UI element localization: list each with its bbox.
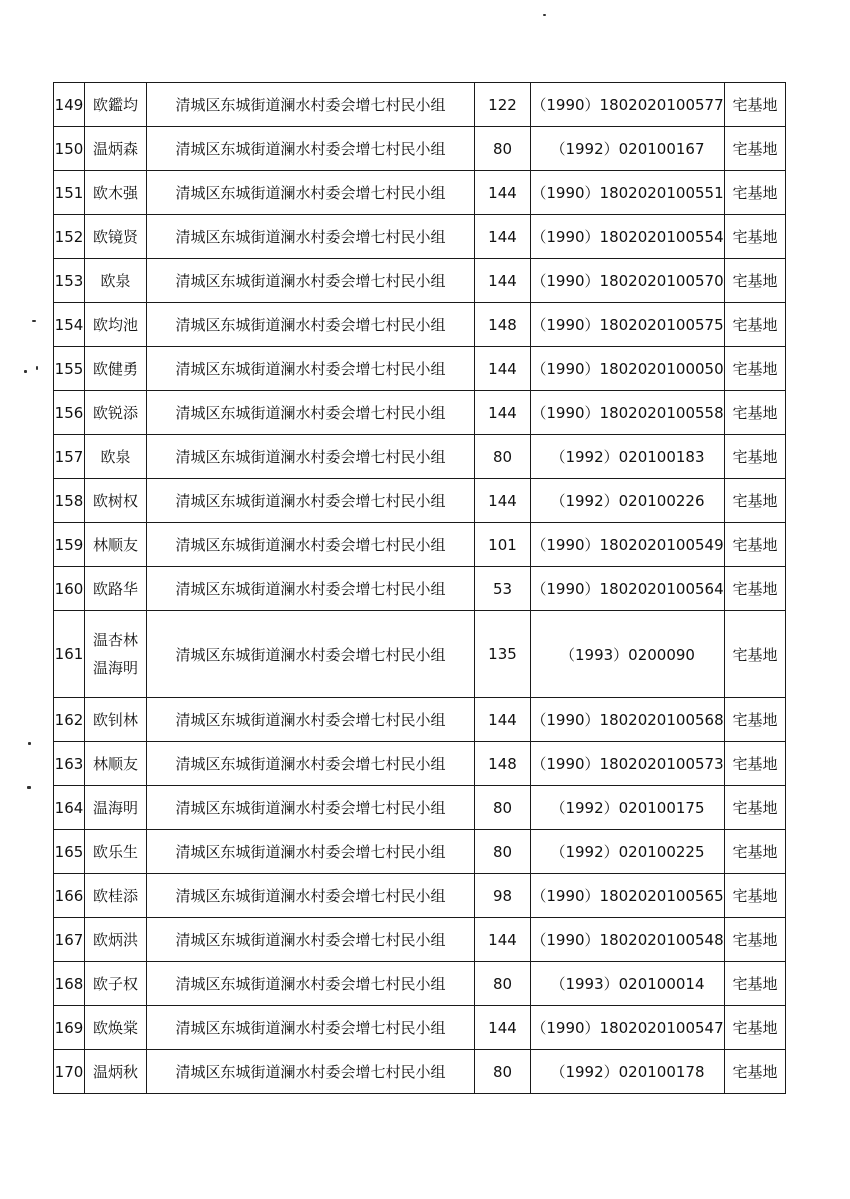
owner-name-cell [85,742,147,786]
certificate-number: （1990）1802020100575 [531,303,725,347]
owner-name: 欧子权 [92,974,138,993]
table-row [54,259,786,303]
row-number: 169 [54,1006,85,1050]
row-number: 165 [54,830,85,874]
certificate-number: （1990）1802020100551 [531,171,725,215]
owner-name-cell [85,962,147,1006]
land-area: 144 [475,171,531,215]
certificate-number: （1990）1802020100554 [531,215,725,259]
land-area: 101 [475,523,531,567]
scan-speck [543,14,546,16]
land-use: 宅基地 [725,830,786,874]
table-row [54,479,786,523]
row-number: 162 [54,698,85,742]
row-number: 160 [54,567,85,611]
certificate-number: （1990）1802020100558 [531,391,725,435]
table-row [54,786,786,830]
table-row [54,171,786,215]
land-area: 144 [475,215,531,259]
owner-name-cell [85,698,147,742]
table-row [54,611,786,698]
land-area: 144 [475,347,531,391]
certificate-number: （1992）020100225 [531,830,725,874]
certificate-number: （1992）020100175 [531,786,725,830]
owner-name-cell [85,830,147,874]
land-use: 宅基地 [725,1050,786,1094]
table-row [54,918,786,962]
row-number: 153 [54,259,85,303]
table-row [54,742,786,786]
certificate-number: （1990）1802020100050 [531,347,725,391]
land-use: 宅基地 [725,259,786,303]
row-number: 168 [54,962,85,1006]
owner-name-cell [85,171,147,215]
land-area: 80 [475,1050,531,1094]
owner-name-cell [85,874,147,918]
land-location: 清城区东城街道澜水村委会增七村民小组 [147,435,475,479]
owner-name-cell [85,567,147,611]
row-number: 170 [54,1050,85,1094]
owner-name-cell [85,479,147,523]
row-number: 157 [54,435,85,479]
land-location: 清城区东城街道澜水村委会增七村民小组 [147,347,475,391]
owner-name-cell [85,391,147,435]
certificate-number: （1990）1802020100573 [531,742,725,786]
table-row [54,435,786,479]
land-location: 清城区东城街道澜水村委会增七村民小组 [147,611,475,698]
land-use: 宅基地 [725,303,786,347]
table-row [54,303,786,347]
owner-name: 温海明 [92,798,138,817]
land-area: 144 [475,918,531,962]
land-area: 80 [475,830,531,874]
table-row [54,127,786,171]
land-area: 144 [475,391,531,435]
table-row [54,567,786,611]
land-use: 宅基地 [725,742,786,786]
table-row [54,391,786,435]
owner-name-cell [85,1050,147,1094]
land-area: 80 [475,962,531,1006]
land-use: 宅基地 [725,83,786,127]
land-use: 宅基地 [725,698,786,742]
land-use: 宅基地 [725,215,786,259]
owner-name: 林顺友 [92,754,138,773]
land-location: 清城区东城街道澜水村委会增七村民小组 [147,698,475,742]
owner-name-cell [85,303,147,347]
table-row [54,1050,786,1094]
table-row [54,523,786,567]
row-number: 161 [54,611,85,698]
owner-name: 欧乐生 [92,842,138,861]
owner-name: 欧锐添 [92,403,138,422]
owner-name: 温杏林 [92,631,138,649]
land-use: 宅基地 [725,874,786,918]
land-use: 宅基地 [725,171,786,215]
land-location: 清城区东城街道澜水村委会增七村民小组 [147,742,475,786]
owner-name: 欧焕棠 [92,1018,138,1037]
certificate-number: （1990）1802020100564 [531,567,725,611]
owner-name: 欧桂添 [92,886,138,905]
certificate-number: （1990）1802020100577 [531,83,725,127]
certificate-number: （1992）020100178 [531,1050,725,1094]
owner-name: 欧健勇 [92,359,138,378]
scan-speck [24,370,27,373]
land-location: 清城区东城街道澜水村委会增七村民小组 [147,127,475,171]
owner-name: 欧泉 [100,447,131,466]
row-number: 150 [54,127,85,171]
owner-name-cell [85,83,147,127]
land-use: 宅基地 [725,127,786,171]
owner-name-cell [85,786,147,830]
land-use: 宅基地 [725,391,786,435]
land-location: 清城区东城街道澜水村委会增七村民小组 [147,171,475,215]
owner-name-cell [85,1006,147,1050]
land-area: 144 [475,259,531,303]
owner-name: 欧树权 [92,491,138,510]
land-area: 98 [475,874,531,918]
land-location: 清城区东城街道澜水村委会增七村民小组 [147,479,475,523]
certificate-number: （1992）020100226 [531,479,725,523]
land-use: 宅基地 [725,962,786,1006]
row-number: 152 [54,215,85,259]
owner-name-cell [85,523,147,567]
owner-name-cell [85,127,147,171]
land-location: 清城区东城街道澜水村委会增七村民小组 [147,1050,475,1094]
table-row [54,1006,786,1050]
table-row [54,962,786,1006]
certificate-number: （1993）0200090 [531,611,725,698]
land-use: 宅基地 [725,347,786,391]
owner-name: 温海明 [92,659,138,677]
row-number: 154 [54,303,85,347]
owner-name-cell [85,215,147,259]
owner-name-cell [85,347,147,391]
land-location: 清城区东城街道澜水村委会增七村民小组 [147,567,475,611]
owner-name: 欧路华 [92,579,138,598]
table-row [54,698,786,742]
row-number: 151 [54,171,85,215]
certificate-number: （1990）1802020100565 [531,874,725,918]
land-use: 宅基地 [725,435,786,479]
owner-name-cell [85,918,147,962]
row-number: 164 [54,786,85,830]
land-records-table [53,82,786,1094]
owner-name: 林顺友 [92,535,138,554]
land-area: 80 [475,786,531,830]
row-number: 166 [54,874,85,918]
certificate-number: （1990）1802020100549 [531,523,725,567]
table-row [54,874,786,918]
owner-name-cell [85,435,147,479]
land-location: 清城区东城街道澜水村委会增七村民小组 [147,259,475,303]
scan-speck [27,786,31,789]
owner-name: 温炳秋 [92,1062,138,1081]
land-location: 清城区东城街道澜水村委会增七村民小组 [147,215,475,259]
owner-name-cell [85,259,147,303]
land-use: 宅基地 [725,1006,786,1050]
land-location: 清城区东城街道澜水村委会增七村民小组 [147,786,475,830]
land-area: 144 [475,1006,531,1050]
land-area: 80 [475,127,531,171]
land-use: 宅基地 [725,786,786,830]
owner-name: 欧鑑均 [92,95,138,114]
table-row [54,347,786,391]
row-number: 149 [54,83,85,127]
certificate-number: （1993）020100014 [531,962,725,1006]
land-location: 清城区东城街道澜水村委会增七村民小组 [147,83,475,127]
row-number: 163 [54,742,85,786]
table-row [54,830,786,874]
land-area: 148 [475,303,531,347]
land-area: 144 [475,479,531,523]
land-area: 122 [475,83,531,127]
land-location: 清城区东城街道澜水村委会增七村民小组 [147,523,475,567]
owner-name: 欧木强 [92,183,138,202]
owner-name: 欧均池 [92,315,138,334]
land-use: 宅基地 [725,523,786,567]
land-use: 宅基地 [725,918,786,962]
scan-speck [36,366,38,370]
certificate-number: （1990）1802020100548 [531,918,725,962]
row-number: 167 [54,918,85,962]
land-location: 清城区东城街道澜水村委会增七村民小组 [147,962,475,1006]
row-number: 156 [54,391,85,435]
land-area: 135 [475,611,531,698]
certificate-number: （1990）1802020100568 [531,698,725,742]
land-location: 清城区东城街道澜水村委会增七村民小组 [147,830,475,874]
table-row [54,83,786,127]
land-location: 清城区东城街道澜水村委会增七村民小组 [147,1006,475,1050]
owner-name: 温炳森 [92,139,138,158]
land-location: 清城区东城街道澜水村委会增七村民小组 [147,303,475,347]
land-area: 148 [475,742,531,786]
scan-speck [28,742,31,745]
land-location: 清城区东城街道澜水村委会增七村民小组 [147,391,475,435]
land-area: 53 [475,567,531,611]
owner-name: 欧镜贤 [92,227,138,246]
certificate-number: （1990）1802020100547 [531,1006,725,1050]
scan-speck [32,320,36,322]
owner-name-cell [85,611,147,698]
land-area: 144 [475,698,531,742]
certificate-number: （1992）020100183 [531,435,725,479]
certificate-number: （1990）1802020100570 [531,259,725,303]
land-use: 宅基地 [725,567,786,611]
land-use: 宅基地 [725,611,786,698]
row-number: 158 [54,479,85,523]
row-number: 159 [54,523,85,567]
table-body [54,83,786,1094]
land-use: 宅基地 [725,479,786,523]
land-area: 80 [475,435,531,479]
certificate-number: （1992）020100167 [531,127,725,171]
row-number: 155 [54,347,85,391]
owner-name: 欧泉 [100,271,131,290]
land-location: 清城区东城街道澜水村委会增七村民小组 [147,918,475,962]
owner-name: 欧炳洪 [92,930,138,949]
owner-name: 欧钊林 [92,710,138,729]
land-location: 清城区东城街道澜水村委会增七村民小组 [147,874,475,918]
table-row [54,215,786,259]
